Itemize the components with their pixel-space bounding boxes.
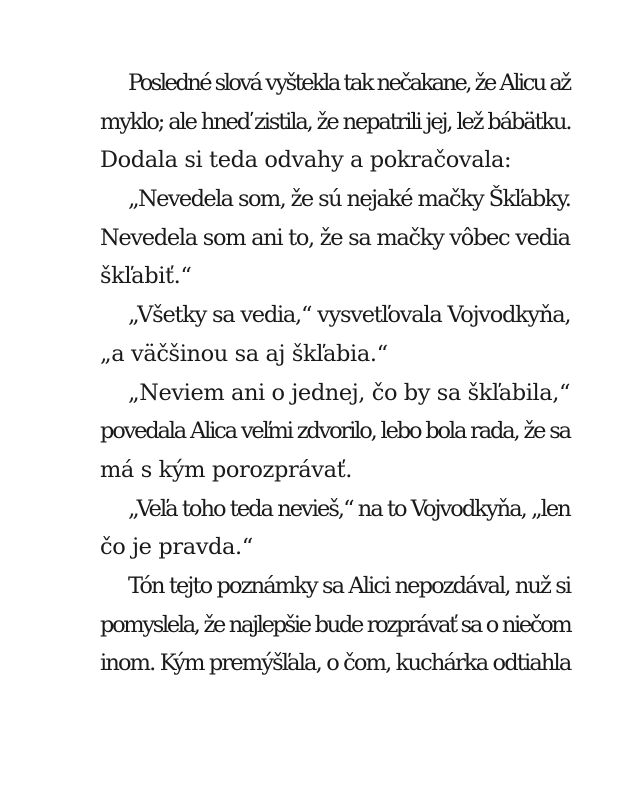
text-line: „Veľa toho teda nevieš,“ na to Vojvodkyňa, „len [128, 495, 570, 522]
text-line: myklo; ale hneď zistila, že nepatrili jej, lež bábätku. [100, 108, 571, 135]
text-line: škľabiť.“ [100, 263, 192, 290]
text-line: „Neviem ani o jednej, čo by sa škľabila,“ [128, 379, 571, 406]
text-line: Dodala si teda odvahy a pokračovala: [100, 147, 512, 174]
text-line: „a väčšinou sa aj škľabia.“ [100, 340, 388, 367]
text-line: má s kým porozprávať. [100, 456, 353, 483]
text-line: Tón tejto poznámky sa Alici nepozdával, nuž si [128, 572, 571, 599]
text-line: Posledné slová vyštekla tak nečakane, že Alicu až [128, 70, 570, 96]
text-line: Nevedela som ani to, že sa mačky vôbec vedia [100, 224, 570, 251]
text-line: povedala Alica veľmi zdvorilo, lebo bola rada, že sa [100, 418, 570, 445]
text-line: „Všetky sa vedia,“ vysvetľovala Vojvodkyňa, [128, 302, 571, 329]
body-text [100, 64, 570, 683]
text-line: pomyslela, že najlepšie bude rozprávať sa o niečom [100, 611, 571, 638]
text-line: inom. Kým premýšľala, o čom, kuchárka odtiahla [100, 650, 571, 677]
text-line: „Nevedela som, že sú nejaké mačky Škľabky. [128, 186, 571, 213]
text-line: čo je pravda.“ [100, 534, 253, 561]
